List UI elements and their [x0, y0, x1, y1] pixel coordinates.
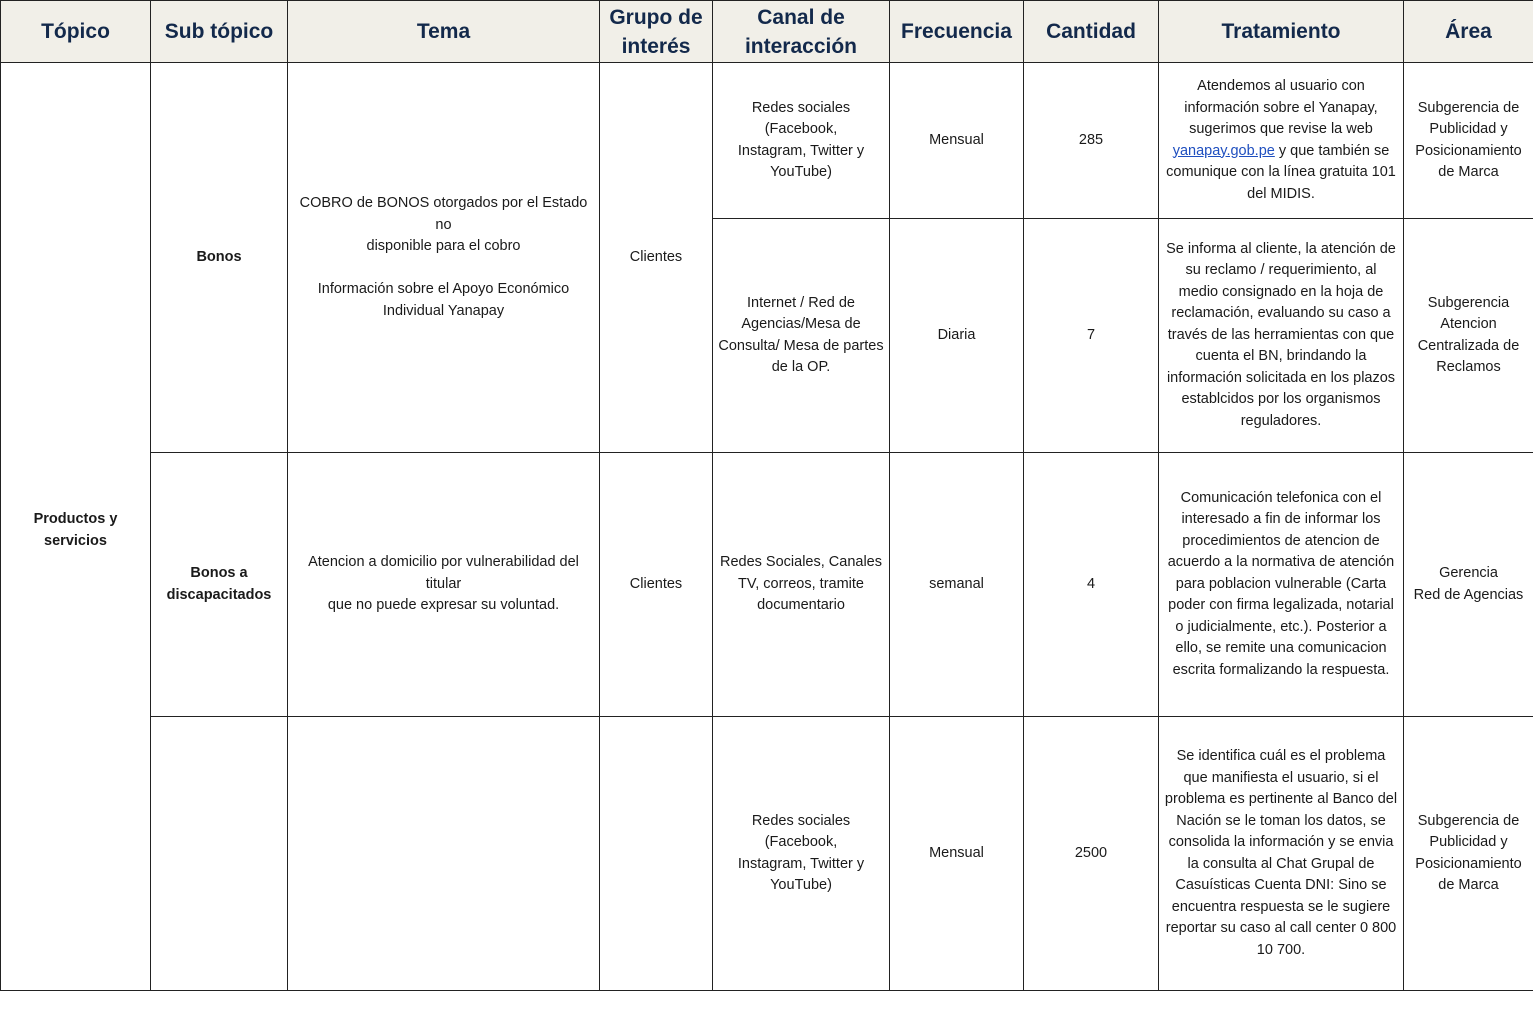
cantidad-cell: 285	[1024, 63, 1159, 219]
table-row	[1, 63, 1533, 219]
area-cell: Subgerencia Atencion Centralizada de Reclamos	[1404, 219, 1533, 453]
sub-topico-cell: Bonos	[151, 63, 288, 453]
tema-cell	[288, 717, 600, 991]
tratamiento-cell: Se informa al cliente, la atención de su reclamo / requerimiento, al medio consignado en la hoja de reclamación, evaluando su caso a través de las herramientas con que cuenta el BN, brindando la información solicitada en los plazos establcidos por los organismos reguladores.	[1159, 219, 1404, 453]
tema-cell: Atencion a domicilio por vulnerabilidad del titular que no puede expresar su voluntad.	[288, 453, 600, 717]
topic-label: Productos y servicios	[33, 511, 118, 549]
header-row	[1, 1, 1533, 63]
grupo-cell: Clientes	[600, 63, 713, 453]
canal-cell: Internet / Red de Agencias/Mesa de Consulta/ Mesa de partes de la OP.	[713, 219, 890, 453]
cantidad-cell: 7	[1024, 219, 1159, 453]
cantidad-cell: 4	[1024, 453, 1159, 717]
frecuencia-cell: Mensual	[890, 717, 1024, 991]
frecuencia-cell: Diaria	[890, 219, 1024, 453]
tratamiento-cell: Se identifica cuál es el problema que manifiesta el usuario, si el problema es pertinente al Banco del Nación se le toman los datos, se consolida la información y se envia la consulta al Chat Grupal de Casuísticas Cuenta DNI: Sino se encuentra respuesta se le sugiere reportar su caso al call center 0 800 10 700.	[1159, 717, 1404, 991]
table-row	[1, 717, 1533, 991]
canal-cell: Redes sociales (Facebook, Instagram, Twitter y YouTube)	[713, 717, 890, 991]
canal-cell: Redes Sociales, Canales TV, correos, tramite documentario	[713, 453, 890, 717]
sub-topico-cell	[151, 717, 288, 991]
header-canal-interaccion: Canal de interacción	[713, 1, 890, 63]
grupo-cell: Clientes	[600, 453, 713, 717]
tratamiento-text: Atendemos al usuario con información sobre el Yanapay, sugerimos que revise la web	[1184, 78, 1378, 137]
header-frecuencia: Frecuencia	[890, 1, 1024, 63]
tratamiento-cell	[1159, 63, 1404, 219]
area-cell: Subgerencia de Publicidad y Posicionamiento de Marca	[1404, 717, 1533, 991]
cantidad-cell: 2500	[1024, 717, 1159, 991]
sub-topico-cell: Bonos a discapacitados	[151, 453, 288, 717]
frecuencia-cell: Mensual	[890, 63, 1024, 219]
header-grupo-interes: Grupo de interés	[600, 1, 713, 63]
table-row	[1, 453, 1533, 717]
header-area: Área	[1404, 1, 1533, 63]
header-topico: Tópico	[1, 1, 151, 63]
tratamiento-cell: Comunicación telefonica con el interesado a fin de informar los procedimientos de atencion de acuerdo a la normativa de atención para poblacion vulnerable (Carta poder con firma legalizada, notarial o judicialmente, etc.). Posterior a ello, se remite una comunicacion escrita formalizando la respuesta.	[1159, 453, 1404, 717]
yanapay-link[interactable]: yanapay.gob.pe	[1172, 142, 1275, 159]
canal-cell: Redes sociales (Facebook, Instagram, Twitter y YouTube)	[713, 63, 890, 219]
tratamiento-text: y que también se comunique con la línea gratuita 101 del MIDIS.	[1166, 142, 1396, 202]
header-tema: Tema	[288, 1, 600, 63]
header-sub-topico: Sub tópico	[151, 1, 288, 63]
topic-cell	[1, 63, 151, 991]
grupo-cell	[600, 717, 713, 991]
area-cell: Gerencia Red de Agencias	[1404, 453, 1533, 717]
frecuencia-cell: semanal	[890, 453, 1024, 717]
header-tratamiento: Tratamiento	[1159, 1, 1404, 63]
area-cell: Subgerencia de Publicidad y Posicionamiento de Marca	[1404, 63, 1533, 219]
tema-cell: COBRO de BONOS otorgados por el Estado no disponible para el cobro Información sobre el Apoyo Económico Individual Yanapay	[288, 63, 600, 453]
header-cantidad: Cantidad	[1024, 1, 1159, 63]
